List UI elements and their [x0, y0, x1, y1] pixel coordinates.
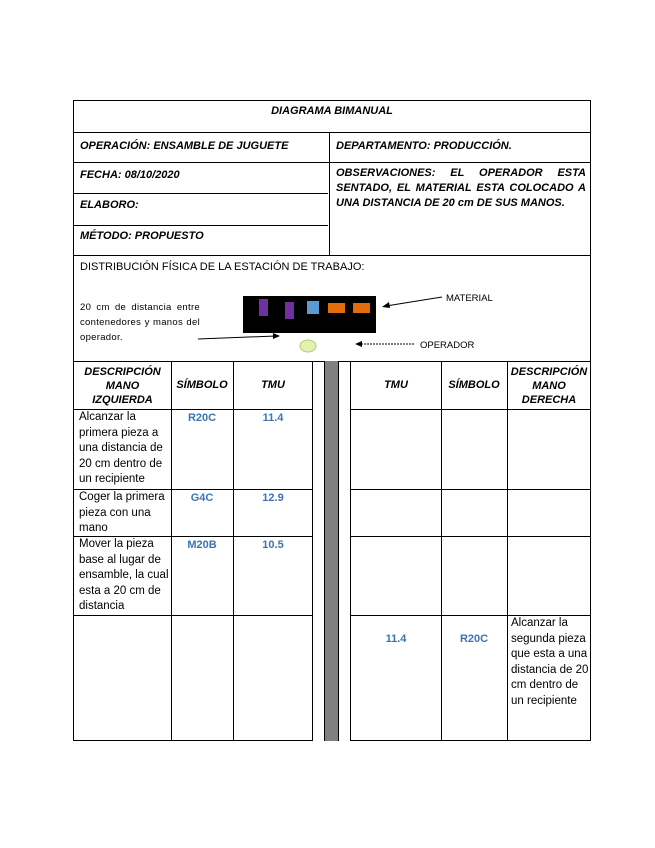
container-orange-1 [328, 303, 345, 313]
department-field: DEPARTAMENTO: PRODUCCIÓN. [336, 140, 512, 152]
title-row [73, 100, 591, 133]
elaboro-field: ELABORO: [80, 199, 139, 211]
diagram-title: DIAGRAMA BIMANUAL [271, 105, 393, 117]
operator-marker [300, 340, 316, 352]
container-purple-2 [285, 302, 294, 319]
operator-label: OPERADOR [420, 340, 475, 351]
observations-field: OBSERVACIONES: EL OPERADOR ESTA SENTADO, EL MATERIAL ESTA COLOCADO A UNA DISTANCIA DE 20 cm DE SUS MANOS. [336, 167, 586, 209]
material-label: MATERIAL [446, 293, 493, 304]
row4-right-symbol: R20C [459, 633, 489, 645]
header-right-desc: DESCRIPCIÓN MANO DERECHA [510, 366, 588, 406]
method-field: MÉTODO: PROPUESTO [80, 230, 204, 242]
row3-left-tmu: 10.5 [262, 539, 284, 551]
right-hand-table [350, 361, 591, 741]
date-field: FECHA: 08/10/2020 [80, 169, 180, 181]
info-block [73, 162, 591, 256]
header-left-desc: DESCRIPCIÓN MANO IZQUIERDA [84, 366, 161, 406]
header-right-symbol: SÍMBOLO [448, 379, 500, 391]
container-blue [307, 301, 319, 314]
workstation-drawing [74, 256, 590, 361]
row1-left-desc: Alcanzar la primera pieza a una distancia de 20 cm dentro de un recipiente [79, 411, 163, 485]
container-purple-1 [259, 299, 268, 316]
operation-row [73, 132, 591, 163]
bimanual-table [73, 361, 591, 741]
row2-left-desc: Coger la primera pieza con una mano [79, 491, 165, 534]
container-orange-2 [353, 303, 370, 313]
header-right-tmu: TMU [384, 379, 408, 391]
row1-left-tmu: 11.4 [262, 412, 284, 424]
distance-arrow [198, 336, 276, 339]
material-arrow [386, 297, 442, 306]
row3-left-desc: Mover la pieza base al lugar de ensamble, la cual esta a 20 cm de distancia [79, 538, 169, 612]
header-left-symbol: SÍMBOLO [176, 379, 228, 391]
row2-left-tmu: 12.9 [262, 492, 284, 504]
center-divider [324, 361, 339, 741]
row2-left-symbol: G4C [190, 492, 214, 504]
layout-heading: DISTRIBUCIÓN FÍSICA DE LA ESTACIÓN DE TRABAJO: [80, 261, 365, 273]
row1-left-symbol: R20C [187, 412, 217, 424]
header-left-tmu: TMU [261, 379, 285, 391]
distance-note: 20 cm de distancia entre contenedores y manos del operador. [80, 302, 200, 343]
row4-right-desc: Alcanzar la segunda pieza que esta a una distancia de 20 cm dentro de un recipiente [511, 617, 589, 707]
layout-block [73, 255, 591, 362]
left-hand-table [73, 361, 313, 741]
row3-left-symbol: M20B [187, 539, 217, 551]
row4-right-tmu: 11.4 [385, 633, 407, 645]
operation-field: OPERACIÓN: ENSAMBLE DE JUGUETE [80, 140, 289, 152]
